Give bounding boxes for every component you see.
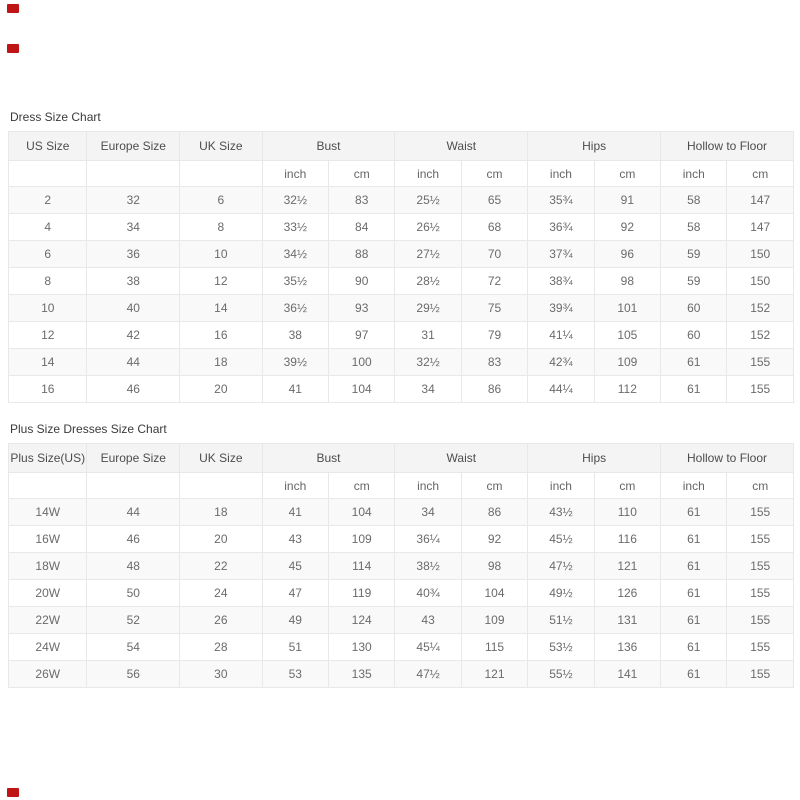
data-cell: 18 <box>180 499 263 526</box>
unit-cell: inch <box>528 161 594 187</box>
data-cell: 44 <box>87 499 180 526</box>
header-row <box>9 132 794 161</box>
data-cell: 60 <box>661 322 727 349</box>
data-cell: 47 <box>262 580 328 607</box>
data-cell: 34 <box>395 499 461 526</box>
data-cell: 61 <box>661 634 727 661</box>
data-cell: 40¾ <box>395 580 461 607</box>
column-header: Hips <box>528 444 661 473</box>
data-cell: 152 <box>727 295 794 322</box>
red-mark-icon <box>7 788 19 797</box>
data-cell: 33½ <box>262 214 328 241</box>
data-cell: 14W <box>9 499 87 526</box>
data-cell: 12 <box>9 322 87 349</box>
data-cell: 101 <box>594 295 660 322</box>
data-cell: 34½ <box>262 241 328 268</box>
data-cell: 36 <box>87 241 180 268</box>
data-cell: 155 <box>727 376 794 403</box>
data-cell: 72 <box>461 268 527 295</box>
table-row <box>9 241 794 268</box>
data-cell: 14 <box>180 295 263 322</box>
data-cell: 16 <box>9 376 87 403</box>
data-cell: 109 <box>461 607 527 634</box>
data-cell: 97 <box>328 322 394 349</box>
data-cell: 24 <box>180 580 263 607</box>
unit-row <box>9 473 794 499</box>
data-cell: 6 <box>9 241 87 268</box>
data-cell: 147 <box>727 214 794 241</box>
data-cell: 36¾ <box>528 214 594 241</box>
table-row <box>9 634 794 661</box>
column-header: UK Size <box>180 132 263 161</box>
data-cell: 60 <box>661 295 727 322</box>
data-cell: 115 <box>461 634 527 661</box>
data-cell: 124 <box>328 607 394 634</box>
data-cell: 38 <box>87 268 180 295</box>
data-cell: 110 <box>594 499 660 526</box>
data-cell: 59 <box>661 241 727 268</box>
unit-row <box>9 161 794 187</box>
plus-size-chart-table <box>8 443 794 688</box>
unit-cell: inch <box>395 161 461 187</box>
data-cell: 51 <box>262 634 328 661</box>
data-cell: 155 <box>727 526 794 553</box>
data-cell: 18 <box>180 349 263 376</box>
data-cell: 34 <box>395 376 461 403</box>
data-cell: 86 <box>461 499 527 526</box>
unit-cell: inch <box>528 473 594 499</box>
data-cell: 79 <box>461 322 527 349</box>
data-cell: 14 <box>9 349 87 376</box>
data-cell: 61 <box>661 553 727 580</box>
unit-cell: inch <box>262 161 328 187</box>
data-cell: 58 <box>661 214 727 241</box>
unit-cell <box>180 161 263 187</box>
data-cell: 70 <box>461 241 527 268</box>
data-cell: 109 <box>328 526 394 553</box>
unit-cell: cm <box>727 473 794 499</box>
table-row <box>9 268 794 295</box>
data-cell: 98 <box>461 553 527 580</box>
data-cell: 51½ <box>528 607 594 634</box>
data-cell: 22W <box>9 607 87 634</box>
data-cell: 53½ <box>528 634 594 661</box>
data-cell: 42 <box>87 322 180 349</box>
data-cell: 4 <box>9 214 87 241</box>
data-cell: 43 <box>262 526 328 553</box>
data-cell: 121 <box>461 661 527 688</box>
data-cell: 20 <box>180 526 263 553</box>
data-cell: 12 <box>180 268 263 295</box>
data-cell: 83 <box>328 187 394 214</box>
data-cell: 90 <box>328 268 394 295</box>
unit-cell: cm <box>461 473 527 499</box>
column-header: Europe Size <box>87 444 180 473</box>
data-cell: 150 <box>727 241 794 268</box>
data-cell: 105 <box>594 322 660 349</box>
data-cell: 35½ <box>262 268 328 295</box>
data-cell: 40 <box>87 295 180 322</box>
data-cell: 147 <box>727 187 794 214</box>
unit-cell: cm <box>594 473 660 499</box>
data-cell: 45½ <box>528 526 594 553</box>
data-cell: 84 <box>328 214 394 241</box>
data-cell: 25½ <box>395 187 461 214</box>
data-cell: 104 <box>328 376 394 403</box>
data-cell: 150 <box>727 268 794 295</box>
data-cell: 36¼ <box>395 526 461 553</box>
data-cell: 121 <box>594 553 660 580</box>
unit-cell: cm <box>594 161 660 187</box>
unit-cell: cm <box>727 161 794 187</box>
unit-cell: inch <box>262 473 328 499</box>
data-cell: 152 <box>727 322 794 349</box>
data-cell: 10 <box>180 241 263 268</box>
column-header: Plus Size(US) <box>9 444 87 473</box>
data-cell: 27½ <box>395 241 461 268</box>
table-row <box>9 349 794 376</box>
red-mark-icon <box>7 44 19 53</box>
data-cell: 28 <box>180 634 263 661</box>
unit-cell: inch <box>395 473 461 499</box>
data-cell: 155 <box>727 553 794 580</box>
table-row <box>9 187 794 214</box>
data-cell: 22 <box>180 553 263 580</box>
data-cell: 50 <box>87 580 180 607</box>
data-cell: 155 <box>727 661 794 688</box>
data-cell: 6 <box>180 187 263 214</box>
data-cell: 56 <box>87 661 180 688</box>
data-cell: 49½ <box>528 580 594 607</box>
data-cell: 75 <box>461 295 527 322</box>
column-header: Hollow to Floor <box>661 132 794 161</box>
unit-cell: cm <box>328 473 394 499</box>
data-cell: 31 <box>395 322 461 349</box>
data-cell: 135 <box>328 661 394 688</box>
data-cell: 86 <box>461 376 527 403</box>
unit-cell <box>9 473 87 499</box>
table-row <box>9 376 794 403</box>
table-row <box>9 553 794 580</box>
data-cell: 30 <box>180 661 263 688</box>
data-cell: 41 <box>262 376 328 403</box>
red-mark-icon <box>7 4 19 13</box>
column-header: UK Size <box>180 444 263 473</box>
data-cell: 61 <box>661 349 727 376</box>
data-cell: 37¾ <box>528 241 594 268</box>
data-cell: 48 <box>87 553 180 580</box>
data-cell: 61 <box>661 376 727 403</box>
data-cell: 155 <box>727 349 794 376</box>
data-cell: 47½ <box>395 661 461 688</box>
dress-size-chart-table <box>8 131 794 403</box>
data-cell: 52 <box>87 607 180 634</box>
data-cell: 16 <box>180 322 263 349</box>
column-header: Bust <box>262 132 395 161</box>
data-cell: 38¾ <box>528 268 594 295</box>
data-cell: 41 <box>262 499 328 526</box>
data-cell: 91 <box>594 187 660 214</box>
data-cell: 43 <box>395 607 461 634</box>
unit-cell <box>9 161 87 187</box>
data-cell: 38½ <box>395 553 461 580</box>
data-cell: 55½ <box>528 661 594 688</box>
data-cell: 92 <box>594 214 660 241</box>
data-cell: 68 <box>461 214 527 241</box>
table-row <box>9 295 794 322</box>
data-cell: 104 <box>461 580 527 607</box>
data-cell: 32½ <box>262 187 328 214</box>
data-cell: 20W <box>9 580 87 607</box>
plus-size-chart-title: Plus Size Dresses Size Chart <box>10 422 167 436</box>
data-cell: 53 <box>262 661 328 688</box>
table-row <box>9 499 794 526</box>
data-cell: 34 <box>87 214 180 241</box>
data-cell: 8 <box>9 268 87 295</box>
data-cell: 65 <box>461 187 527 214</box>
data-cell: 59 <box>661 268 727 295</box>
data-cell: 130 <box>328 634 394 661</box>
column-header: Waist <box>395 444 528 473</box>
data-cell: 26 <box>180 607 263 634</box>
data-cell: 32 <box>87 187 180 214</box>
data-cell: 119 <box>328 580 394 607</box>
data-cell: 155 <box>727 499 794 526</box>
data-cell: 36½ <box>262 295 328 322</box>
data-cell: 92 <box>461 526 527 553</box>
data-cell: 136 <box>594 634 660 661</box>
data-cell: 26½ <box>395 214 461 241</box>
data-cell: 155 <box>727 607 794 634</box>
data-cell: 54 <box>87 634 180 661</box>
data-cell: 10 <box>9 295 87 322</box>
column-header: Hips <box>528 132 661 161</box>
data-cell: 42¾ <box>528 349 594 376</box>
data-cell: 29½ <box>395 295 461 322</box>
data-cell: 83 <box>461 349 527 376</box>
data-cell: 126 <box>594 580 660 607</box>
data-cell: 35¾ <box>528 187 594 214</box>
data-cell: 38 <box>262 322 328 349</box>
header-row <box>9 444 794 473</box>
data-cell: 18W <box>9 553 87 580</box>
unit-cell <box>87 473 180 499</box>
data-cell: 61 <box>661 580 727 607</box>
unit-cell <box>180 473 263 499</box>
data-cell: 45¼ <box>395 634 461 661</box>
data-cell: 155 <box>727 580 794 607</box>
unit-cell: inch <box>661 473 727 499</box>
data-cell: 109 <box>594 349 660 376</box>
unit-cell: inch <box>661 161 727 187</box>
unit-cell <box>87 161 180 187</box>
data-cell: 61 <box>661 499 727 526</box>
column-header: Hollow to Floor <box>661 444 794 473</box>
data-cell: 16W <box>9 526 87 553</box>
size-chart-content <box>8 110 794 688</box>
data-cell: 41¼ <box>528 322 594 349</box>
data-cell: 8 <box>180 214 263 241</box>
dress-size-chart-title: Dress Size Chart <box>10 110 101 124</box>
column-header: Europe Size <box>87 132 180 161</box>
data-cell: 46 <box>87 526 180 553</box>
data-cell: 112 <box>594 376 660 403</box>
data-cell: 49 <box>262 607 328 634</box>
data-cell: 93 <box>328 295 394 322</box>
column-header: Bust <box>262 444 395 473</box>
data-cell: 46 <box>87 376 180 403</box>
data-cell: 100 <box>328 349 394 376</box>
table-row <box>9 322 794 349</box>
data-cell: 141 <box>594 661 660 688</box>
data-cell: 58 <box>661 187 727 214</box>
table-row <box>9 580 794 607</box>
column-header: Waist <box>395 132 528 161</box>
data-cell: 61 <box>661 526 727 553</box>
data-cell: 114 <box>328 553 394 580</box>
table-row <box>9 214 794 241</box>
data-cell: 155 <box>727 634 794 661</box>
data-cell: 44¼ <box>528 376 594 403</box>
data-cell: 88 <box>328 241 394 268</box>
unit-cell: cm <box>461 161 527 187</box>
data-cell: 61 <box>661 607 727 634</box>
data-cell: 116 <box>594 526 660 553</box>
data-cell: 44 <box>87 349 180 376</box>
table-row <box>9 526 794 553</box>
data-cell: 2 <box>9 187 87 214</box>
data-cell: 20 <box>180 376 263 403</box>
data-cell: 43½ <box>528 499 594 526</box>
unit-cell: cm <box>328 161 394 187</box>
data-cell: 98 <box>594 268 660 295</box>
table-row <box>9 607 794 634</box>
table-row <box>9 661 794 688</box>
data-cell: 131 <box>594 607 660 634</box>
data-cell: 47½ <box>528 553 594 580</box>
data-cell: 39½ <box>262 349 328 376</box>
data-cell: 45 <box>262 553 328 580</box>
data-cell: 96 <box>594 241 660 268</box>
data-cell: 28½ <box>395 268 461 295</box>
data-cell: 61 <box>661 661 727 688</box>
column-header: US Size <box>9 132 87 161</box>
data-cell: 32½ <box>395 349 461 376</box>
data-cell: 24W <box>9 634 87 661</box>
data-cell: 39¾ <box>528 295 594 322</box>
data-cell: 104 <box>328 499 394 526</box>
data-cell: 26W <box>9 661 87 688</box>
